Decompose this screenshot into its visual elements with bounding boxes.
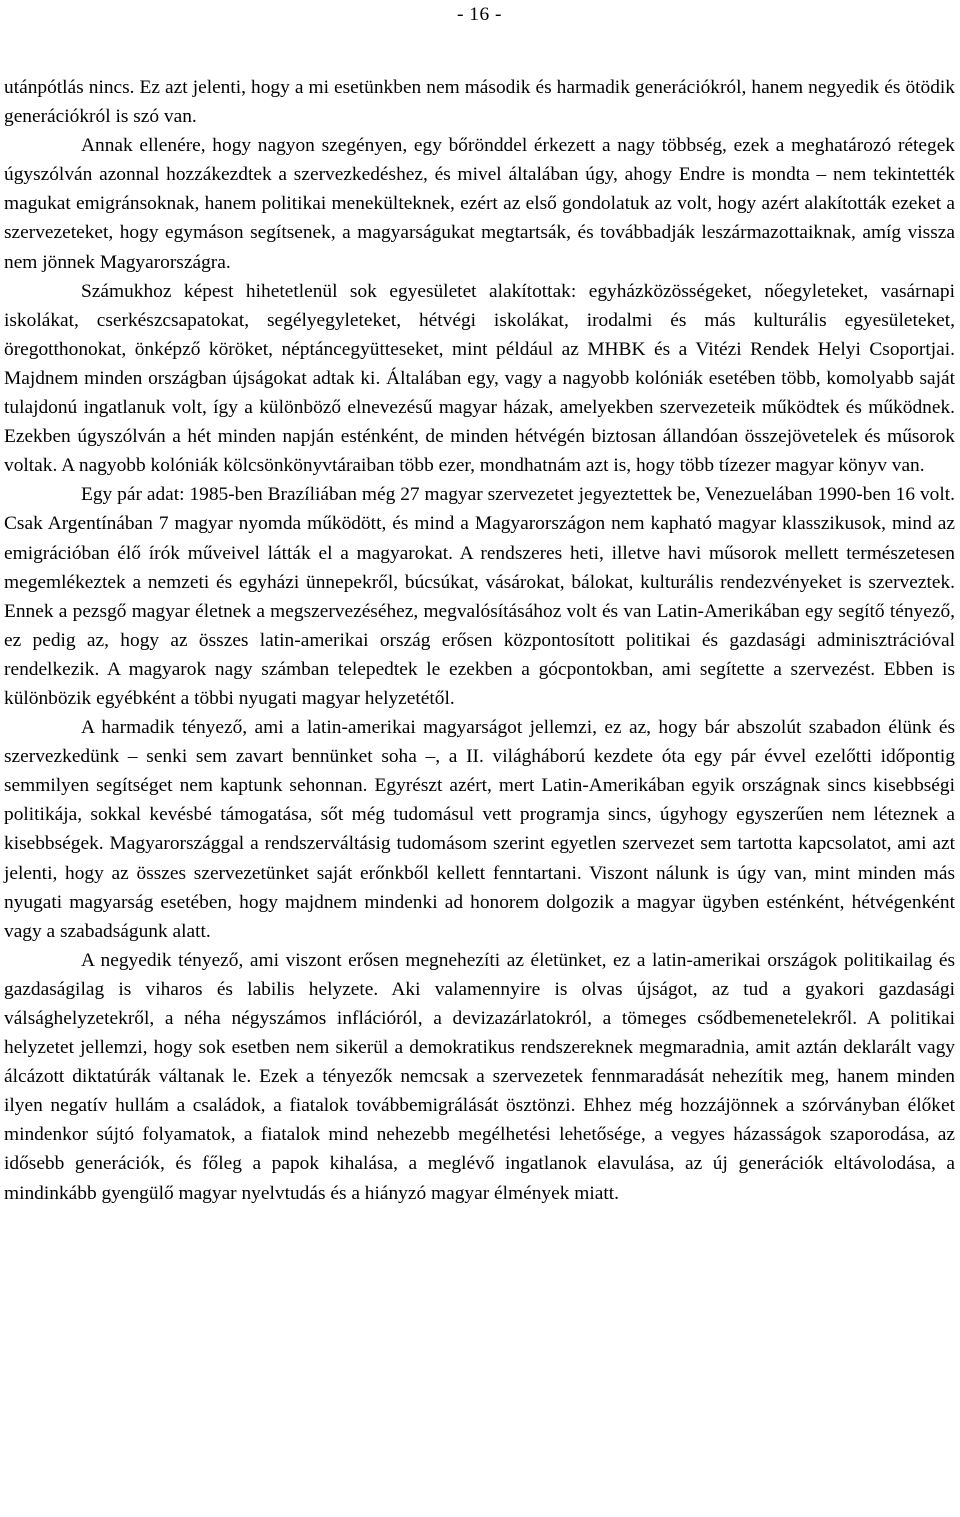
body-text <box>4 73 955 1208</box>
document-page <box>4 0 955 1208</box>
paragraph-5: A harmadik tényező, ami a latin-amerikai magyarságot jellemzi, ez az, hogy bár abszolút szabadon élünk és szervezkedünk – senki sem zavart bennünket soha –, a II. világháború kezdete óta egy pár évvel ezelőtti időpontig semmilyen segítséget nem kaptunk sehonnan. Egyrészt azért, mert Latin-Amerikában egyik országnak sincs kisebbségi politikája, sokkal kevésbé támogatása, sőt még tudomásul vett programja sincs, úgyhogy egyszerűen nem léteznek a kisebbségek. Magyarországgal a rendszerváltásig tudomásom szerint egyetlen szervezet sem tartotta kapcsolatot, ami azt jelenti, hogy az összes szervezetünket saját erőnkből kellett fenntartani. Viszont nálunk is úgy van, mint minden más nyugati magyarság esetében, hogy majdnem mindenki ad honorem dolgozik a magyar ügyben esténként, hétvégenként vagy a szabadságunk alatt. <box>4 717 955 942</box>
paragraph-3: Számukhoz képest hihetetlenül sok egyesületet alakítottak: egyházközösségeket, nőegyleteket, vasárnapi iskolákat, cserkészcsapatokat, segélyegyleteket, hétvégi iskolákat, irodalmi és más kulturális egyesületeket, öregotthonokat, önképző köröket, néptáncegyütteseket, mint például az MHBK és a Vitézi Rendek Helyi Csoportjai. Majdnem minden országban újságokat adtak ki. Általában egy, vagy a nagyobb kolóniák esetében több, komolyabb saját tulajdonú ingatlanuk volt, így a különböző elnevezésű magyar házak, amelyekben szervezeteik működtek és működnek. Ezekben úgyszólván a hét minden napján esténként, de minden hétvégén biztosan állandóan összejövetelek és műsorok voltak. A nagyobb kolóniák kölcsönkönyvtáraiban több ezer, mondhatnám azt is, hogy több tízezer magyar könyv van. <box>4 280 955 477</box>
paragraph-2: Annak ellenére, hogy nagyon szegényen, egy bőrönddel érkezett a nagy többség, ezek a meghatározó rétegek úgyszólván azonnal hozzákezdtek a szervezkedéshez, és mivel általában úgy, ahogy Endre is mondta – nem tekintették magukat emigránsoknak, hanem politikai menekülteknek, ezért az első gondolatuk az volt, hogy azért alakították ezeket a szervezeteket, hogy egymáson segítsenek, a magyarságukat megtartsák, és továbbadják leszármazottaiknak, amíg vissza nem jönnek Magyarországra. <box>4 135 955 273</box>
paragraph-6: A negyedik tényező, ami viszont erősen megnehezíti az életünket, ez a latin-amerikai országok politikailag és gazdaságilag is viharos és labilis helyzete. Aki valamennyire is olvas újságot, az tud a gyakori gazdasági válsághelyzetekről, a néha négyszámos inflációról, a devizazárlatokról, a tömeges csődbemenetelekről. A politikai helyzetet jellemzi, hogy sok esetben nem sikerül a demokratikus rendszereknek megmaradnia, amit aztán deklarált vagy álcázott diktatúrák váltanak le. Ezek a tényezők nemcsak a szervezetek fennmaradását nehezítik meg, hanem minden ilyen negatív hullám a családok, a fiatalok továbbemigrálását ösztönzi. Ehhez még hozzájönnek a szórványban élőket mindenkor sújtó folyamatok, a fiatalok mind nehezebb megélhetési lehetősége, a vegyes házasságok szaporodása, az idősebb generációk, és főleg a papok kihalása, a meglévő ingatlanok elavulása, az új generációk eltávolodása, a mindinkább gyengülő magyar nyelvtudás és a hiányzó magyar élmények miatt. <box>4 949 955 1204</box>
paragraph-4: Egy pár adat: 1985-ben Brazíliában még 27 magyar szervezetet jegyeztettek be, Venezuelában 1990-ben 16 volt. Csak Argentínában 7 magyar nyomda működött, és mind a Magyarországon nem kapható magyar klasszikusok, mind az emigrációban élő írók műveivel látták el a magyarokat. A rendszeres heti, illetve havi műsorok mellett természetesen megemlékeztek a nemzeti és egyházi ünnepekről, búcsúkat, vásárokat, bálokat, kulturális rendezvényeket is szerveztek. Ennek a pezsgő magyar életnek a megszervezéséhez, megvalósításához volt és van Latin-Amerikában egy segítő tényező, ez pedig az, hogy az összes latin-amerikai ország erősen központosított politikai és gazdasági adminisztrációval rendelkezik. A magyarok nagy számban telepedtek le ezekben a gócpontokban, ami segítette a szervezést. Ebben is különbözik egyébként a többi nyugati magyar helyzetétől. <box>4 484 955 709</box>
paragraph-1: utánpótlás nincs. Ez azt jelenti, hogy a mi esetünkben nem második és harmadik generációkról, hanem negyedik és ötödik generációkról is szó van. <box>4 77 955 128</box>
page-number: - 16 - <box>456 4 502 25</box>
